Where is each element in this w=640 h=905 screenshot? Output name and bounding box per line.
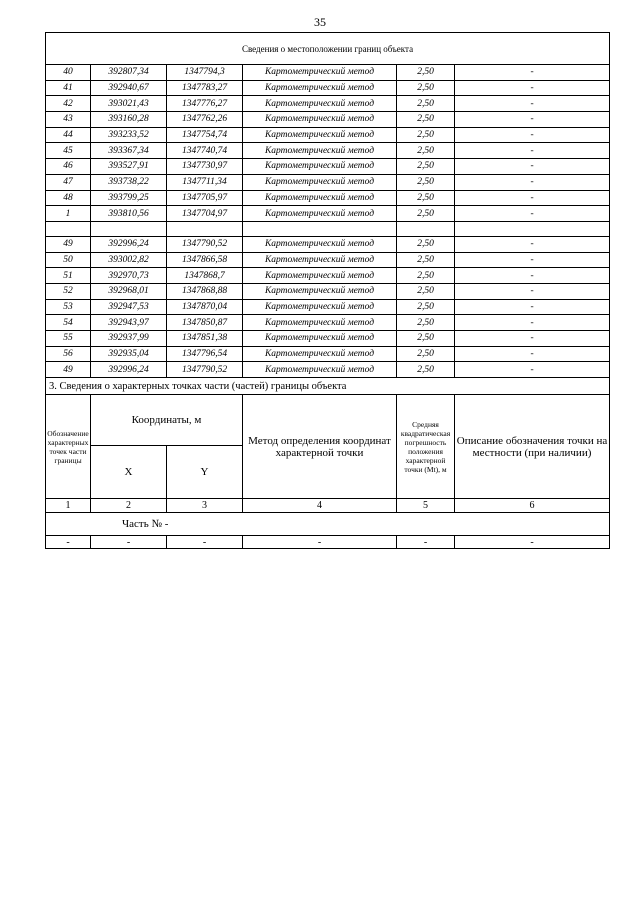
- cell-col-5: 2,50: [397, 331, 455, 347]
- cell-col-6: -: [455, 299, 610, 315]
- cell-col-5: 2,50: [397, 159, 455, 175]
- table-row: [46, 331, 610, 347]
- table-row: [46, 190, 610, 206]
- cell-col-2: 392935,04: [91, 346, 167, 362]
- cell-col-1: 53: [46, 299, 91, 315]
- cell-col-1: 46: [46, 159, 91, 175]
- cell-col-2: 393527,91: [91, 159, 167, 175]
- cell-col-1: 52: [46, 283, 91, 299]
- cell-col-6: -: [455, 283, 610, 299]
- header-y: Y: [167, 446, 243, 499]
- cell-col-5: 2,50: [397, 174, 455, 190]
- cell-col-4: Картометрический метод: [243, 127, 397, 143]
- cell-col-5: 2,50: [397, 112, 455, 128]
- cell-col-1: 48: [46, 190, 91, 206]
- cell-col-1: 54: [46, 315, 91, 331]
- cell-col-1: 43: [46, 112, 91, 128]
- cell-col-2: 393002,82: [91, 252, 167, 268]
- table-row: [46, 112, 610, 128]
- section-title: Сведения о местоположении границ объекта: [46, 33, 610, 65]
- table-row: [46, 206, 610, 222]
- cell-col-5: -: [397, 536, 455, 549]
- table-row: [46, 143, 610, 159]
- cell-col-3: 1347754,74: [167, 127, 243, 143]
- header-description: Описание обозначения точки на местности (при наличии): [455, 395, 610, 499]
- table-row: [46, 96, 610, 112]
- part-label: Часть № -: [46, 513, 610, 536]
- cell-col-5: 2,50: [397, 252, 455, 268]
- cell-col-3: 1347868,7: [167, 268, 243, 284]
- table-row: [46, 65, 610, 81]
- cell-col-5: 2,50: [397, 127, 455, 143]
- header-method: Метод определения координат характерной точки: [243, 395, 397, 499]
- cell-col-3: 1347870,04: [167, 299, 243, 315]
- table-row: [46, 346, 610, 362]
- empty-cell: [167, 221, 243, 236]
- cell-col-4: Картометрический метод: [243, 65, 397, 81]
- table-row: [46, 236, 610, 252]
- cell-col-3: 1347740,74: [167, 143, 243, 159]
- cell-col-1: 55: [46, 331, 91, 347]
- cell-col-2: 392970,73: [91, 268, 167, 284]
- column-number-1: 1: [46, 499, 91, 513]
- cell-col-3: 1347704,97: [167, 206, 243, 222]
- cell-col-2: 392940,67: [91, 80, 167, 96]
- cell-col-3: 1347790,52: [167, 362, 243, 378]
- table-row: [46, 174, 610, 190]
- empty-cell: [243, 221, 397, 236]
- cell-col-6: -: [455, 206, 610, 222]
- spacer-row: [46, 221, 610, 236]
- column-number-2: 2: [91, 499, 167, 513]
- column-number-3: 3: [167, 499, 243, 513]
- cell-col-6: -: [455, 536, 610, 549]
- cell-col-1: 47: [46, 174, 91, 190]
- empty-cell: [46, 221, 91, 236]
- cell-col-4: Картометрический метод: [243, 96, 397, 112]
- cell-col-3: 1347711,34: [167, 174, 243, 190]
- cell-col-2: 393799,25: [91, 190, 167, 206]
- column-number-5: 5: [397, 499, 455, 513]
- column-number-4: 4: [243, 499, 397, 513]
- cell-col-3: 1347851,38: [167, 331, 243, 347]
- cell-col-2: 393367,34: [91, 143, 167, 159]
- cell-col-6: -: [455, 236, 610, 252]
- cell-col-1: 45: [46, 143, 91, 159]
- cell-col-2: 393810,56: [91, 206, 167, 222]
- header-point-designation: Обозначение характерных точек части границы: [46, 395, 91, 499]
- column-number-6: 6: [455, 499, 610, 513]
- empty-cell: [91, 221, 167, 236]
- cell-col-4: Картометрический метод: [243, 190, 397, 206]
- cell-col-3: 1347866,58: [167, 252, 243, 268]
- cell-col-6: -: [455, 112, 610, 128]
- cell-col-6: -: [455, 80, 610, 96]
- cell-col-6: -: [455, 96, 610, 112]
- cell-col-6: -: [455, 127, 610, 143]
- table-row: [46, 315, 610, 331]
- cell-col-6: -: [455, 190, 610, 206]
- cell-col-3: 1347705,97: [167, 190, 243, 206]
- cell-col-5: 2,50: [397, 96, 455, 112]
- cell-col-4: Картометрический метод: [243, 315, 397, 331]
- cell-col-6: -: [455, 346, 610, 362]
- cell-col-4: Картометрический метод: [243, 174, 397, 190]
- cell-col-1: 44: [46, 127, 91, 143]
- table-row: [46, 80, 610, 96]
- cell-col-1: -: [46, 536, 91, 549]
- table-row: [46, 362, 610, 378]
- cell-col-6: -: [455, 159, 610, 175]
- header-accuracy: Средняя квадратическая погрешность положения характерной точки (Mt), м: [397, 395, 455, 499]
- cell-col-5: 2,50: [397, 143, 455, 159]
- cell-col-6: -: [455, 143, 610, 159]
- empty-cell: [455, 221, 610, 236]
- cell-col-2: 392996,24: [91, 362, 167, 378]
- cell-col-5: 2,50: [397, 299, 455, 315]
- cell-col-4: Картометрический метод: [243, 236, 397, 252]
- cell-col-4: Картометрический метод: [243, 299, 397, 315]
- cell-col-3: 1347730,97: [167, 159, 243, 175]
- cell-col-1: 51: [46, 268, 91, 284]
- cell-col-1: 1: [46, 206, 91, 222]
- cell-col-4: Картометрический метод: [243, 159, 397, 175]
- table-row: [46, 159, 610, 175]
- cell-col-5: 2,50: [397, 190, 455, 206]
- cell-col-3: 1347850,87: [167, 315, 243, 331]
- cell-col-2: 392968,01: [91, 283, 167, 299]
- cell-col-5: 2,50: [397, 346, 455, 362]
- cell-col-2: 393021,43: [91, 96, 167, 112]
- cell-col-1: 42: [46, 96, 91, 112]
- header-x: X: [91, 446, 167, 499]
- table-row: [46, 268, 610, 284]
- cell-col-3: 1347776,27: [167, 96, 243, 112]
- cell-col-3: -: [167, 536, 243, 549]
- cell-col-2: 393160,28: [91, 112, 167, 128]
- cell-col-1: 49: [46, 236, 91, 252]
- cell-col-2: -: [91, 536, 167, 549]
- cell-col-1: 40: [46, 65, 91, 81]
- cell-col-2: 392947,53: [91, 299, 167, 315]
- cell-col-4: Картометрический метод: [243, 143, 397, 159]
- cell-col-5: 2,50: [397, 80, 455, 96]
- cell-col-4: Картометрический метод: [243, 283, 397, 299]
- cell-col-3: 1347794,3: [167, 65, 243, 81]
- table-row: [46, 299, 610, 315]
- cell-col-6: -: [455, 174, 610, 190]
- cell-col-6: -: [455, 331, 610, 347]
- table-row: [46, 127, 610, 143]
- cell-col-4: -: [243, 536, 397, 549]
- cell-col-3: 1347868,88: [167, 283, 243, 299]
- cell-col-5: 2,50: [397, 362, 455, 378]
- cell-col-2: 392943,97: [91, 315, 167, 331]
- cell-col-4: Картометрический метод: [243, 362, 397, 378]
- cell-col-3: 1347796,54: [167, 346, 243, 362]
- cell-col-2: 393233,52: [91, 127, 167, 143]
- cell-col-3: 1347790,52: [167, 236, 243, 252]
- table-row: [46, 252, 610, 268]
- cell-col-4: Картометрический метод: [243, 112, 397, 128]
- cell-col-4: Картометрический метод: [243, 346, 397, 362]
- column-numbers-row: [46, 499, 610, 513]
- cell-col-4: Картометрический метод: [243, 206, 397, 222]
- cell-col-6: -: [455, 362, 610, 378]
- cell-col-5: 2,50: [397, 206, 455, 222]
- cell-col-1: 56: [46, 346, 91, 362]
- cell-col-4: Картометрический метод: [243, 268, 397, 284]
- cell-col-6: -: [455, 268, 610, 284]
- cell-col-5: 2,50: [397, 65, 455, 81]
- cell-col-5: 2,50: [397, 315, 455, 331]
- cell-col-1: 49: [46, 362, 91, 378]
- boundary-table: [45, 32, 610, 549]
- cell-col-5: 2,50: [397, 283, 455, 299]
- cell-col-4: Картометрический метод: [243, 80, 397, 96]
- cell-col-3: 1347762,26: [167, 112, 243, 128]
- table-row: [46, 283, 610, 299]
- cell-col-6: -: [455, 315, 610, 331]
- cell-col-2: 393738,22: [91, 174, 167, 190]
- cell-col-5: 2,50: [397, 268, 455, 284]
- table-row: [46, 536, 610, 549]
- empty-cell: [397, 221, 455, 236]
- cell-col-2: 392937,99: [91, 331, 167, 347]
- page-number: 35: [314, 15, 326, 29]
- cell-col-2: 392996,24: [91, 236, 167, 252]
- cell-col-5: 2,50: [397, 236, 455, 252]
- cell-col-1: 41: [46, 80, 91, 96]
- cell-col-3: 1347783,27: [167, 80, 243, 96]
- cell-col-1: 50: [46, 252, 91, 268]
- cell-col-4: Картометрический метод: [243, 252, 397, 268]
- section3-title: 3. Сведения о характерных точках части (частей) границы объекта: [46, 378, 610, 395]
- cell-col-6: -: [455, 65, 610, 81]
- cell-col-4: Картометрический метод: [243, 331, 397, 347]
- cell-col-6: -: [455, 252, 610, 268]
- cell-col-2: 392807,34: [91, 65, 167, 81]
- header-coordinates: Координаты, м: [91, 395, 243, 446]
